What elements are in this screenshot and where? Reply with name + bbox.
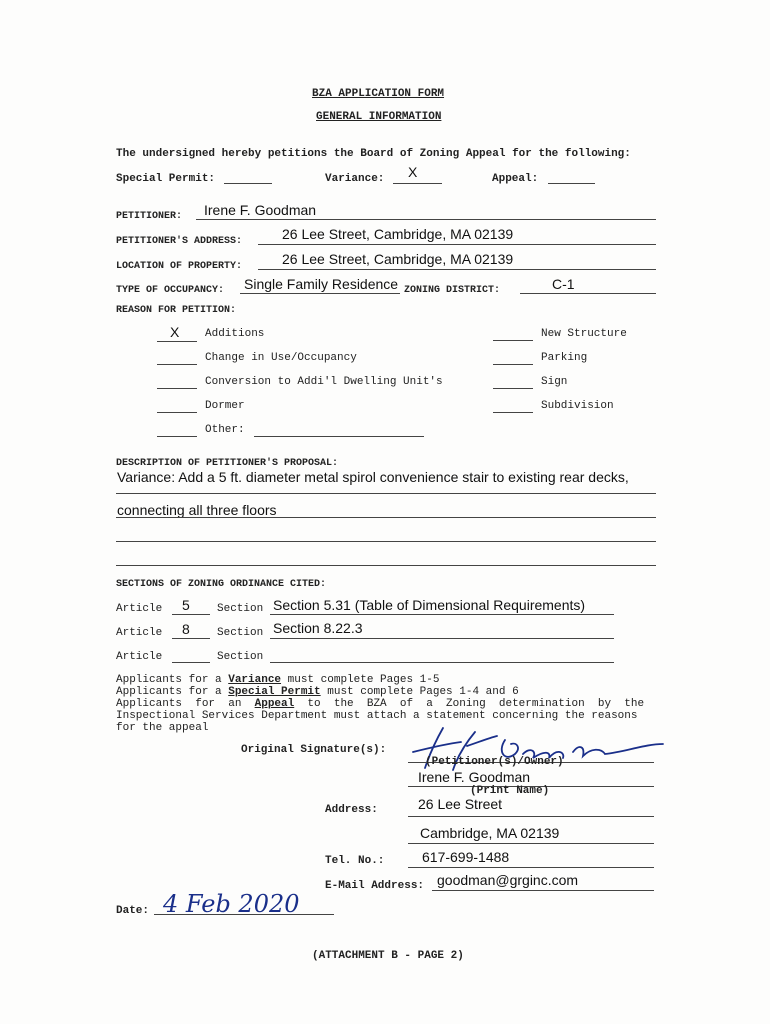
page-footer: (ATTACHMENT B - PAGE 2) (312, 950, 464, 962)
form-title: BZA APPLICATION FORM (312, 88, 445, 100)
print-name-caption: (Print Name) (470, 785, 550, 797)
instruction-line-2 (116, 686, 644, 698)
article-label-3: Article (116, 651, 163, 663)
proposal-line-2: connecting all three floors (117, 502, 277, 518)
proposal-field-4[interactable] (116, 565, 656, 566)
reason-additions-label: Additions (205, 328, 265, 340)
instruction-line-5: for the appeal (116, 722, 209, 734)
email-field[interactable] (432, 890, 654, 891)
intro-text: The undersigned hereby petitions the Board of Zoning Appeal for the following: (116, 148, 631, 160)
occupancy-label: TYPE OF OCCUPANCY: (116, 285, 225, 296)
occupancy-field[interactable] (240, 293, 400, 294)
print-name-value: Irene F. Goodman (418, 769, 531, 785)
instruction-line-4: Inspectional Services Department must attach a statement concerning the reasons (116, 710, 638, 722)
appeal-keyword: Appeal (254, 698, 295, 710)
variance-keyword: Variance (228, 674, 282, 686)
reason-other-label: Other: (205, 424, 245, 436)
special-permit-keyword: Special Permit (228, 686, 321, 698)
reason-conversion-field[interactable] (157, 388, 197, 389)
ordinance-label: SECTIONS OF ZONING ORDINANCE CITED: (116, 579, 327, 590)
instruction-text: Applicants for an (116, 698, 255, 710)
address-line-2: Cambridge, MA 02139 (420, 825, 560, 841)
section-field-3[interactable] (270, 662, 614, 663)
location-field[interactable] (258, 269, 656, 270)
reason-sign-field[interactable] (493, 388, 533, 389)
proposal-line-1: Variance: Add a 5 ft. diameter metal spirol convenience stair to existing rear decks, (117, 469, 629, 485)
form-subtitle: GENERAL INFORMATION (316, 111, 442, 123)
reason-other-field[interactable] (157, 436, 197, 437)
article-label-2: Article (116, 627, 163, 639)
date-field[interactable] (154, 914, 334, 915)
instruction-text: Applicants for a (116, 686, 229, 698)
petitioner-address-value: 26 Lee Street, Cambridge, MA 02139 (282, 226, 514, 242)
section-label-1: Section (217, 603, 264, 615)
petitioner-address-label: PETITIONER'S ADDRESS: (116, 236, 243, 247)
instruction-line-3 (116, 698, 644, 710)
date-label: Date: (116, 905, 150, 917)
zoning-label: ZONING DISTRICT: (404, 285, 501, 296)
article-field-3[interactable] (172, 662, 210, 663)
section-field-1[interactable] (270, 614, 614, 615)
proposal-field-2[interactable] (116, 517, 656, 518)
location-label: LOCATION OF PROPERTY: (116, 261, 243, 272)
reason-additions-mark: X (170, 324, 180, 340)
address-field-2[interactable] (408, 843, 654, 844)
tel-field[interactable] (408, 867, 654, 868)
appeal-field[interactable] (548, 183, 595, 184)
reason-label: REASON FOR PETITION: (116, 305, 237, 316)
section-label-3: Section (217, 651, 264, 663)
petitioner-field[interactable] (196, 219, 656, 220)
article-field-2[interactable] (172, 638, 210, 639)
section-value-1: Section 5.31 (Table of Dimensional Requirements) (273, 597, 586, 613)
tel-value: 617-699-1488 (422, 849, 510, 865)
section-field-2[interactable] (270, 638, 614, 639)
instruction-text: must complete Pages 1-4 and 6 (320, 686, 519, 698)
article-label-1: Article (116, 603, 163, 615)
variance-label: Variance: (325, 173, 385, 185)
reason-other-text-field[interactable] (254, 436, 424, 437)
reason-sign-label: Sign (541, 376, 568, 388)
signature-caption: (Petitioner(s)/Owner) (425, 756, 564, 768)
occupancy-value: Single Family Residence (244, 276, 399, 292)
reason-dormer-label: Dormer (205, 400, 245, 412)
special-permit-field[interactable] (224, 183, 272, 184)
instruction-text: must complete Pages 1-5 (281, 674, 440, 686)
petitioner-label: PETITIONER: (116, 211, 183, 222)
proposal-field-3[interactable] (116, 541, 656, 542)
reason-parking-field[interactable] (493, 364, 533, 365)
instruction-line-1 (116, 674, 644, 686)
zoning-field[interactable] (520, 293, 656, 294)
article-value-2: 8 (182, 621, 190, 637)
location-value: 26 Lee Street, Cambridge, MA 02139 (282, 251, 514, 267)
appeal-label: Appeal: (492, 173, 539, 185)
section-value-2: Section 8.22.3 (273, 620, 363, 636)
reason-change-use-field[interactable] (157, 364, 197, 365)
proposal-label: DESCRIPTION OF PETITIONER'S PROPOSAL: (116, 458, 339, 469)
reason-conversion-label: Conversion to Addi'l Dwelling Unit's (205, 376, 443, 388)
reason-dormer-field[interactable] (157, 412, 197, 413)
address-line-1: 26 Lee Street (418, 796, 503, 812)
reason-additions-field[interactable] (157, 341, 197, 342)
zoning-value: C-1 (552, 276, 575, 292)
reason-new-structure-field[interactable] (493, 340, 533, 341)
petitioner-value: Irene F. Goodman (204, 202, 317, 218)
reason-subdivision-label: Subdivision (541, 400, 614, 412)
reason-parking-label: Parking (541, 352, 588, 364)
instruction-text: Applicants for a (116, 674, 229, 686)
special-permit-label: Special Permit: (116, 173, 216, 185)
instruction-text: to the BZA of a Zoning determination by the (294, 698, 645, 710)
date-value: 4 Feb 2020 (163, 890, 300, 918)
section-label-2: Section (217, 627, 264, 639)
article-field-1[interactable] (172, 614, 210, 615)
address-field-1[interactable] (408, 816, 654, 817)
email-label: E-Mail Address: (325, 880, 425, 892)
email-value: goodman@grginc.com (437, 872, 579, 888)
address-label: Address: (325, 804, 378, 816)
petitioner-address-field[interactable] (258, 244, 656, 245)
variance-mark: X (408, 164, 418, 180)
signature-label: Original Signature(s): (241, 744, 387, 756)
reason-new-structure-label: New Structure (541, 328, 627, 340)
article-value-1: 5 (182, 597, 190, 613)
proposal-field-1[interactable] (116, 493, 656, 494)
variance-field[interactable] (393, 183, 442, 184)
reason-change-use-label: Change in Use/Occupancy (205, 352, 357, 364)
tel-label: Tel. No.: (325, 855, 385, 867)
reason-subdivision-field[interactable] (493, 412, 533, 413)
